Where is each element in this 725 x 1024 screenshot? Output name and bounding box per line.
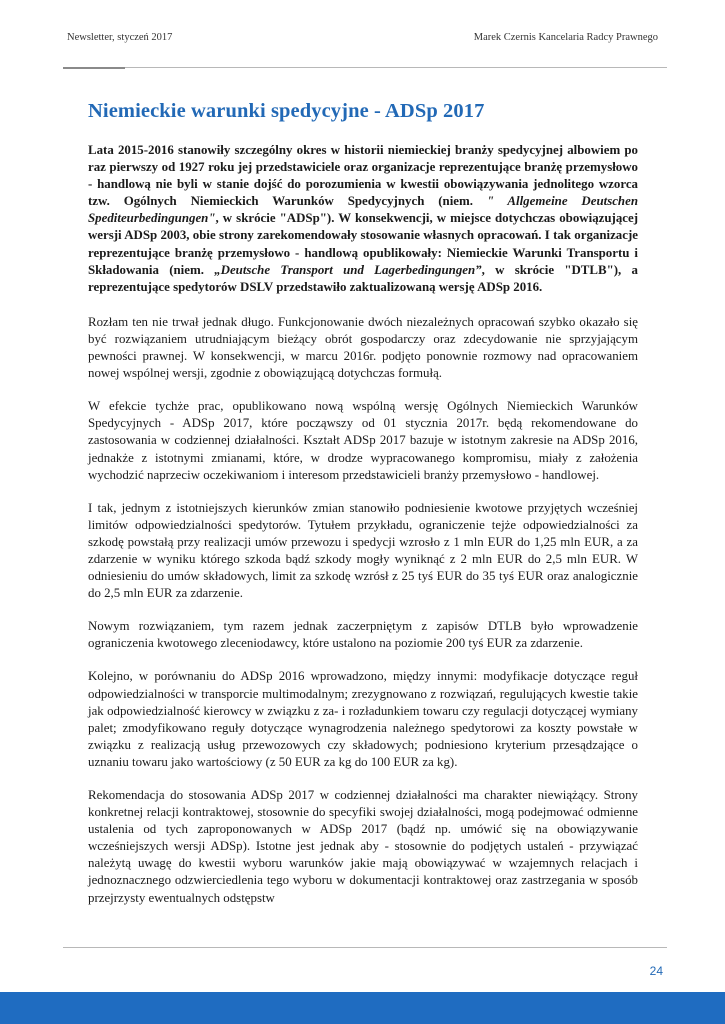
paragraph: Rekomendacja do stosowania ADSp 2017 w codziennej działalności ma charakter niewiążący. Strony konkretnej relacji kontraktowej, stosownie do specyfiki swojej działalności, mogą podejmować odmienne ustalenia od tych zaproponowanych w ADSp 2017 (bądź np. umówić się na obowiązywanie wcześniejszych wersji ADSp). Istotne jest jednak aby - stosownie do podjętych ustaleń - przywiązać należytą uwagę do kwestii wyboru warunków jakie mają obowiązywać w wzajemnych relacjach i jednoznacznego odzwierciedlenia tego wyboru w dokumentacji kontraktowej oraz zastrzegania w sposób przejrzysty ewentualnych odstępstw <box>88 788 638 905</box>
lead-text-1: Lata 2015-2016 stanowiły szczególny okres w historii niemieckiej branży spedycyjnej albowiem po raz pierwszy od 1927 roku jej przedstawiciele oraz organizacje reprezentujące branżę przemysłowo - handlową nie byli w stanie dojść do porozumienia w kwestii obowiązywania jednolitego wzorca tzw. Ogólnych Niemieckich Warunków Spedycyjnych (niem. <box>88 143 638 209</box>
lead-italic-dtlb: „Deutsche Transport und Lagerbedingungen” <box>214 262 482 277</box>
header-divider <box>63 67 667 68</box>
footer-divider <box>63 947 667 948</box>
paragraph: Nowym rozwiązaniem, tym razem jednak zaczerpniętym z zapisów DTLB było wprowadzenie ograniczenia kwotowego zleceniodawcy, które ustalono na poziomie 200 tyś EUR za zdarzenie. <box>88 619 638 651</box>
paragraph: I tak, jednym z istotniejszych kierunków zmian stanowiło podniesienie kwotowe przyjętych wcześniej limitów odpowiedzialności spedytorów. Tytułem przykładu, ograniczenie tejże odpowiedzialności za szkodę powstałą przy realizacji umów przewozu i spedycji wzrosło z 1 mln EUR do 1,25 mln EUR, a za zdarzenie w wyniku którego szkoda bądź szkody mogły wyniknąć z 2 mln EUR do 2,5 mln EUR. W odniesieniu do umów składowych, limit za szkodę wzrósł z 25 tyś EUR do 35 tyś EUR oraz analogicznie do 2,5 mln EUR za zdarzenie. <box>88 500 638 601</box>
article-title: Niemieckie warunki spedycyjne - ADSp 2017 <box>88 100 485 122</box>
lead-italic-adsp: " Allgemeine Deutschen Spediteurbedingungen" <box>88 194 638 226</box>
paragraph: Rozłam ten nie trwał jednak długo. Funkcjonowanie dwóch niezależnych opracowań szybko okazało się być rozwiązaniem utrudniającym bieżący obrót gospodarczy oraz zdecydowanie nie sprzyjającym pewności prawnej. W konsekwencji, w marcu 2016r. podjęto ponownie rozmowy nad opracowaniem nowej wspólnej wersji, zgodnie z obowiązującą dotychczas formułą. <box>88 314 638 381</box>
firm-name: Marek Czernis Kancelaria Radcy Prawnego <box>473 32 658 43</box>
paragraph: W efekcie tychże prac, opublikowano nową wspólną wersję Ogólnych Niemieckich Warunków Spedycyjnych - ADSp 2017, które począwszy od 01 stycznia 2017r. będą rekomendowane do zastosowania w codziennej działalności. Kształt ADSp 2017 bazuje w istotnym zakresie na ADSp 2016, jednakże z istotnymi zmianami, które, w drodze wypracowanego kompromisu, miały z założenia wychodzić naprzeciw oczekiwaniom i interesom przedstawicieli branży przemysłowo - handlowej. <box>88 399 638 482</box>
lead-text-2: , w skrócie "ADSp"). W konsekwencji, w miejsce dotychczas obowiązującej wersji ADSp 2003, obie strony zarekomendowały stosowanie własnych opracowań. I tak organizacje reprezentujące branżę przemysłowo - handlową opublikowały: Niemieckie Warunki Transportu i Składowania (niem. <box>88 211 638 277</box>
lead-paragraph <box>88 142 638 296</box>
footer-color-bar <box>0 992 725 1024</box>
newsletter-date: Newsletter, styczeń 2017 <box>67 32 173 43</box>
article-body <box>88 142 638 907</box>
lead-text-3: , w skrócie "DTLB"), a reprezentujące spedytorów DSLV przedstawiło zaktualizowaną wersję ADSp 2016. <box>88 262 638 294</box>
page-number: 24 <box>649 964 663 978</box>
paragraph: Kolejno, w porównaniu do ADSp 2016 wprowadzono, między innymi: modyfikacje dotyczące reguł odpowiedzialności w transporcie multimodalnym; zrezygnowano z rozwiązań, regulujących kwestie takie jak odpowiedzialność kierowcy w związku z za- i rozładunkiem towaru czy regulacji dotyczącej wymiany palet; zmodyfikowano reguły dotyczące wynagrodzenia należnego spedytorowi za koszty powstałe w związku z realizacją usług przewozowych czy składowych; podniesiono kryterium przesądzające o uznaniu towaru jako wartościowy (z 50 EUR za kg do 100 EUR za kg). <box>88 669 638 769</box>
header-divider-accent <box>63 67 125 69</box>
